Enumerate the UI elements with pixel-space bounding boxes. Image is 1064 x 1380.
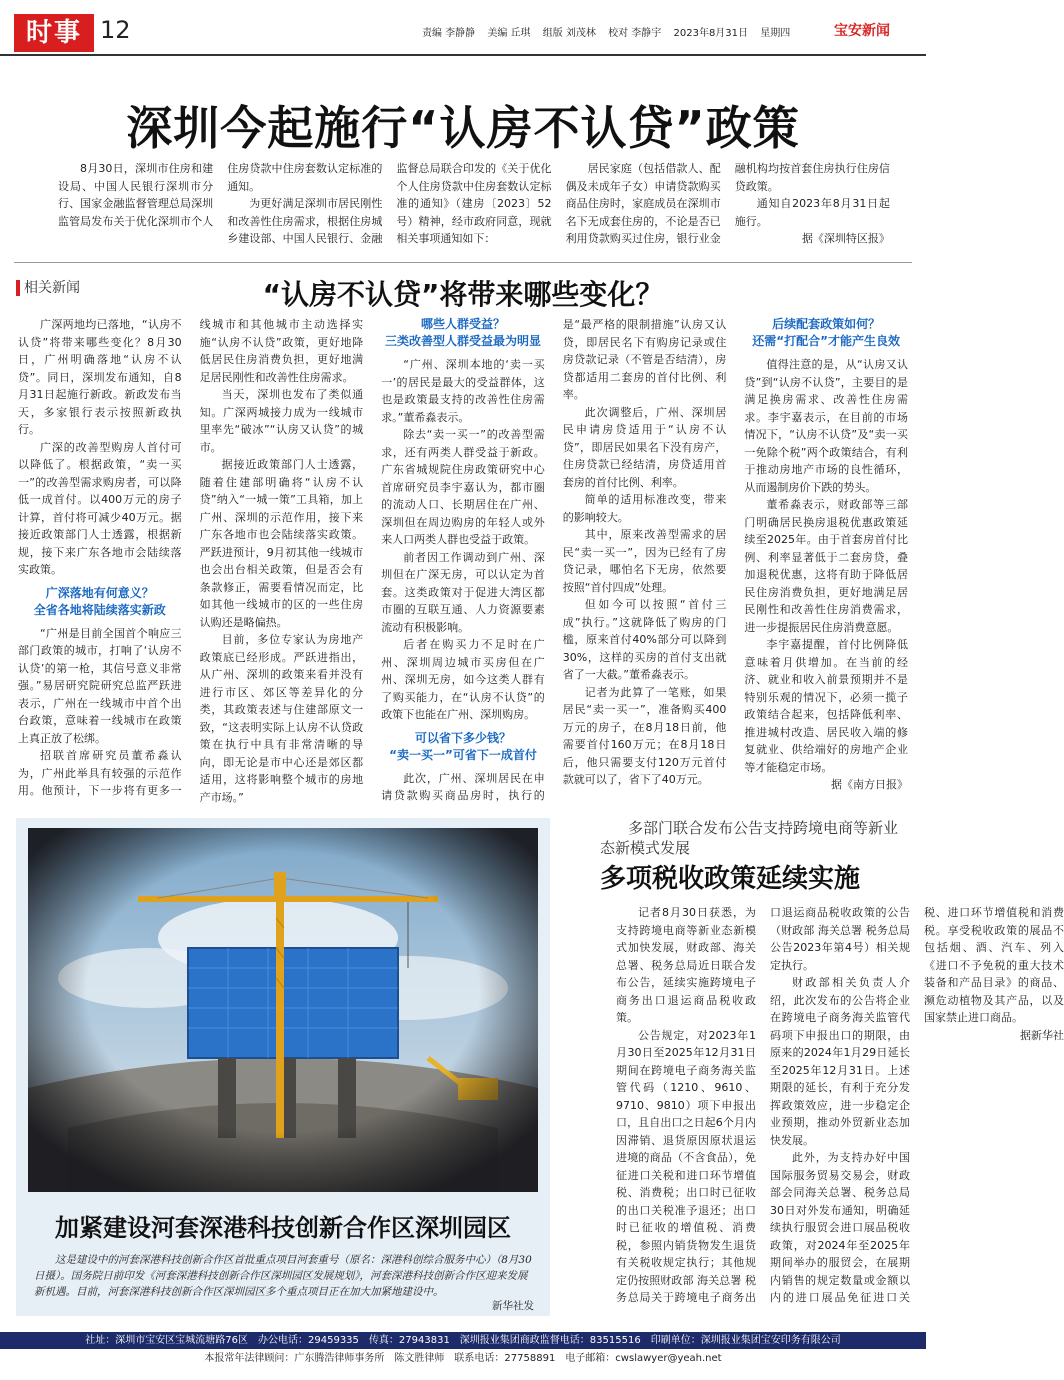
related-paragraph: 但如今可以按照“首付三成”执行。”这就降低了购房的门槛，原来首付40%部分可以降到30%，这样的买房的首付支出就省了一大截。”董希淼表示。 — [562, 598, 727, 681]
credit-item: 美编 丘琪 — [487, 28, 531, 39]
related-paragraph: “广州、深圳本地的‘卖一买一’的居民是最大的受益群体，这也是政策最支持的改善性住房需求。”董希淼表示。 — [381, 358, 545, 424]
related-paragraph: 广深的改善型购房人首付可以降低了。根据政策，“卖一买一”的改善型需求购房者，可以降低一成首付。以400万元的房子计算，首付将可减少40万元。据接近政策部门人士透露，根据新规，接下来广东各地市会陆续落实政策。 — [18, 440, 182, 576]
credit-item: 组版 刘茂林 — [542, 28, 596, 39]
credit-item: 责编 李静静 — [422, 28, 476, 39]
lead-paragraph: 为更好满足深圳市居民刚性和改善性住房需求，根据住房城乡建设部、中国人民银行、金融监督总局联合印发的《关于优化个人住房贷款中住房套数认定标准的通知》（建房〔2023〕52号）精神，经市政府同意，现就相关事项通知如下： — [227, 162, 552, 245]
related-subhead: 哪些人群受益？ 三类改善型人群受益最为明显 — [384, 317, 541, 348]
lead-source: 据《深圳特区报》 — [801, 232, 890, 245]
tax-headline: 多项税收政策延续实施 — [600, 864, 861, 894]
related-paragraph: 前者因工作调动到广州、深圳但在广深无房，可以认定为首套。这类政策对于促进大湾区都市圈的互联互通、人力资源要素流动有积极影响。 — [381, 550, 545, 634]
photo-caption: 这是建设中的河套深港科技创新合作区首批重点项目河套重号（原名：深港科创综合服务中心）（8月30日摄）。国务院日前印发《河套深港科技创新合作区深圳园区发展规划》，河套深港科技创新合作区迎来发展新机遇。目前，河套深港科技创新合作区深圳园区多个重点项目正在加大加紧地建设中。 — [34, 1254, 532, 1298]
issue-weekday: 星期四 — [760, 28, 791, 39]
related-paragraph: 此次，广州、深圳居民在申请贷款购买商品房时，执行的是“最严格的限制措施”认房又认贷，即居民名下有购房记录或住房贷款记录（不管是否结清），房贷都适用二套房的首付比例、利率。 — [381, 318, 727, 802]
related-paragraph: 当天，深圳也发布了类似通知。广深两城接力成为一线城市里率先“破冰”“认房又认贷”的城市。 — [199, 388, 364, 454]
footer-legal-line: 本报常年法律顾问：广东腾浩律师事务所 陈文胜律师 联系电话：27758891 电子邮箱：cwslawyer@yeah.net — [204, 1353, 722, 1364]
related-paragraph: 招联首席研究员董希淼认为，广州此举具有较强的示范作用。他预计，下一步将有更多一线城市和其他城市主动选择实施“认房不认贷”政策，更好地降低居民住房消费负担，更好地满足居民刚性和改善性住房需求。 — [18, 318, 364, 797]
related-paragraph: 李宇嘉提醒，首付比例降低意味着月供增加。在当前的经济、就业和收入前景预期并不是特别乐观的情况下，必须一揽子政策结合起来，包括降低利率、推进城村改造、居民收入端的修复就业、供给端好的房地产企业等才能稳定市场。 — [744, 638, 908, 774]
credit-item: 校对 李静宇 — [608, 28, 662, 39]
tax-paragraph: 公告规定，对2023年1月30日至2025年12月31日期间在跨境电子商务海关监管代码（1210、9610、9710、9810）项下申报出口，且自出口之日起6个月内因滞销、退货原因原状退运进境的商品（不含食品），免征进口关税和进口环节增值税、消费税；出口时已征收的出口关税准予退还；出口时已征收的增值税、消费税，参照内销货物发生退货有关税收规定执行；其他规定仍按照财政部 海关总署 税务总局关于跨境电子商务出口退运商品税收政策的公告（财政部 海关总署 税务总局公告2023年第4号）相关规定执行。 — [616, 906, 910, 1304]
related-subhead: 可以省下多少钱？ “卖一买一”可省下一成首付 — [389, 730, 537, 762]
related-subhead: 后续配套政策如何？ 还需“打配合”才能产生良效 — [752, 317, 901, 348]
tax-paragraph: 财政部相关负责人介绍，此次发布的公告将企业在跨境电子商务海关监管代码项下申报出口的期限，由原来的2024年1月29日延长至2025年12月31日。上述期限的延长，有利于充分发挥政策效应，进一步稳定企业预期，推动外贸新业态加快发展。 — [770, 976, 910, 1147]
related-paragraph: 简单的适用标准改变，带来的影响较大。 — [562, 493, 727, 524]
tax-paragraph: 记者8月30日获悉，为支持跨境电商等新业态新模式加快发展，财政部、海关总署、税务总局近日联合发布公告，延续实施跨境电子商务出口退运商品税收政策。 — [616, 906, 756, 1024]
lead-paragraph: 8月30日，深圳市住房和建设局、中国人民银行深圳市分行、国家金融监督管理总局深圳监管局发布关于优化深圳市个人住房贷款中住房套数认定标准的通知。 — [58, 162, 383, 228]
photo-credit: 新华社发 — [492, 1300, 534, 1312]
section-tag: 时事 — [14, 14, 94, 52]
related-paragraph: 此次调整后，广州、深圳居民申请房贷适用于“认房不认贷”，即居民如果名下没有房产，住房贷款已经结清，房贷适用首套房的首付比例、利率。 — [562, 405, 727, 489]
related-paragraph: 后者在购买力不足时在广州、深圳周边城市买房但在广州、深圳无房，如今这类人群有了购买能力，在“认房不认贷”的政策下也能在广州、深圳购房。 — [381, 638, 545, 721]
construction-site-illustration — [28, 828, 538, 1192]
related-paragraph: 广深两地均已落地，“认房不认贷”将带来哪些变化？8月30日，广州明确落地“认房不认贷”。同日，深圳发布通知，自8月31日起施行新政。新政发布当天，多家银行表示按照新政执行。 — [18, 318, 182, 436]
related-paragraph: 董希淼表示，财政部等三部门明确居民换房退税优惠政策延续至2025年。由于首套房首付比例、利率显著低于二套房贷，叠加退税优惠，这将有助于降低居民住房消费负担，更好地满足居民刚性和改善性住房消费需求，进一步提振居民住房消费意愿。 — [744, 498, 908, 634]
tax-paragraph: 此外，为支持办好中国国际服务贸易交易会，财政部会同海关总署、税务总局30日对外发布通知，明确延续执行服贸会进口展品税收政策，对2024年至2025年期间举办的服贸会，在展期内销售的规定数量或金额以内的进口展品免征进口关税、进口环节增值税和消费税。享受税收政策的展品不包括烟、酒、汽车、列入《进口不予免税的重大技术装备和产品目录》的商品、濒危动植物及其产品，以及国家禁止进口商品。 — [770, 906, 1064, 1304]
masthead-divider — [0, 54, 926, 56]
related-paragraph: 除去“卖一买一”的改善型需求，还有两类人群受益于新政。广东省城规院住房政策研究中心首席研究员李宇嘉认为，都市圈的流动人口、长期居住在广州、深圳但在周边购房的年轻人或外来人口两类人群也受益于政策。 — [381, 428, 545, 546]
construction-photo — [28, 828, 538, 1192]
tax-source: 据新华社 — [1020, 1028, 1064, 1042]
related-paragraph: “广州是目前全国首个响应三部门政策的城市，打响了‘认房不认贷’的第一枪，其信号意义非常强。”易居研究院研究总监严跃进表示，广州在一线城市中首个出台政策，意味着一线城市在政策上真正放了松绑。 — [18, 626, 182, 745]
tax-kicker: 多部门联合发布公告支持跨境电商等新业态新模式发展 — [600, 819, 899, 857]
related-subhead: 广深落地有何意义？ 全省各地将陆续落实新政 — [33, 585, 166, 617]
masthead — [0, 0, 926, 58]
related-paragraph: 记者为此算了一笔账，如果居民“卖一买一”，准备购买400万元的房子，在8月18日前，他需要首付160万元；在8月18日后，他只需要支付120万元首付款就可以了，省下了40万元。 — [562, 685, 727, 786]
photo-feature — [16, 818, 550, 1316]
related-article-body — [18, 316, 908, 814]
related-paragraph: 其中，原来改善型需求的居民“卖一买一”，因为已经有了房贷记录，哪怕名下无房，依然要按照“首付四成”处理。 — [562, 528, 727, 594]
footer-address-bar: 社址：深圳市宝安区宝城流塘路76区 办公电话：29459335 传真：27943831 深圳报业集团商政监督电话：83515516 印刷单位：深圳报业集团宝安印务有限公司 — [0, 1332, 926, 1349]
related-paragraph: 值得注意的是，从“认房又认贷”到“认房不认贷”，主要目的是满足换房需求、改善性住房需求。李宇嘉表示，在目前的市场情况下，“认房不认贷”及“卖一买一免除个税”两个政策结合，有利于推动房地产市场的良性循环，从而遏制房价下跌的势头。 — [744, 358, 908, 494]
related-paragraph: 据接近政策部门人士透露，随着住建部明确将“认房不认贷”纳入“一城一策”工具箱，加上广州、深圳的示范作用，接下来广东各地市也会陆续落实政策。严跃进预计，9月初其他一线城市也会出台相关政策，但是否会有条款修正，需要看情况而定，比如其他一线城市的区的一些住房认购还是略偏热。 — [199, 458, 364, 629]
lead-paragraph: 居民家庭（包括借款人、配偶及未成年子女）申请贷款购买商品住房时，家庭成员在深圳市名下无成套住房的，不论是否已利用贷款购买过住房，银行业金融机构均按首套住房执行住房信贷政策。 — [565, 162, 890, 245]
editor-credits — [422, 24, 799, 39]
page-number: 12 — [100, 16, 131, 44]
lead-article-body — [58, 160, 890, 248]
newspaper-logo: 宝安新闻 — [834, 23, 890, 39]
related-source: 据《南方日报》 — [830, 778, 908, 791]
related-news-tag: 相关新闻 — [16, 280, 80, 296]
related-headline: “认房不认贷”将带来哪些变化？ — [262, 278, 664, 311]
photo-title: 加紧建设河套深港科技创新合作区深圳园区 — [55, 1214, 511, 1242]
lead-paragraph: 通知自2023年8月31日起施行。 — [734, 197, 890, 228]
related-paragraph: 目前，多位专家认为房地产政策底已经形成。严跃进指出，从广州、深圳的政策来看并没有进行市区、郊区等差异化的分类，其政策表述与住建部原文一致，“这表明实际上认房不认贷政策在执行中具有非常清晰的导向，即无论是市中心还是郊区都适用，这将影响整个城市的房地产市场。” — [199, 633, 364, 804]
lead-headline: 深圳今起施行“认房不认贷”政策 — [126, 101, 800, 155]
issue-date: 2023年8月31日 — [673, 28, 749, 39]
section-divider — [14, 262, 912, 263]
tax-article-body — [616, 904, 1064, 1314]
